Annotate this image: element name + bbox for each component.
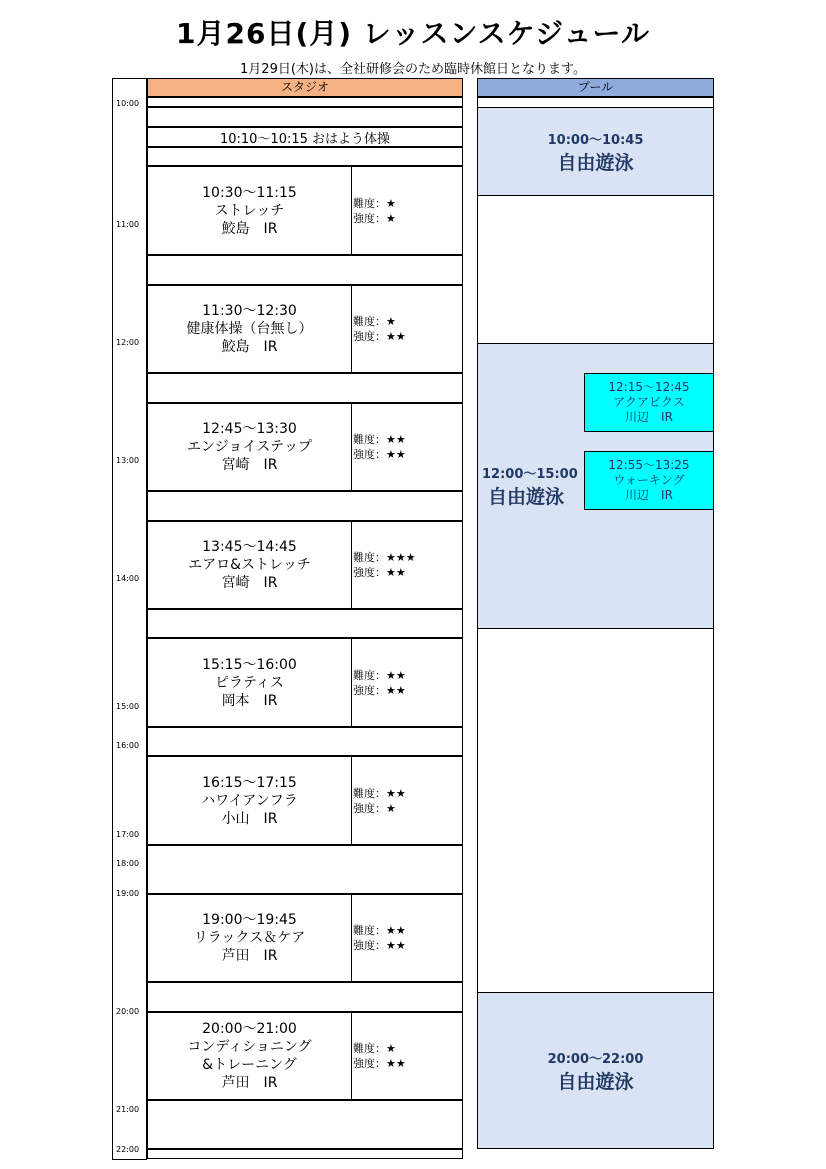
studio-empty-row <box>147 1149 463 1159</box>
studio-empty-row <box>147 255 463 285</box>
lesson-info <box>148 286 352 372</box>
pool-lesson-name: アクアビクス <box>613 395 685 409</box>
lesson-time: 15:15～16:00 <box>202 656 297 673</box>
lesson-instructor: 鮫島 IR <box>221 339 278 355</box>
pool-lesson-instructor: 川辺 IR <box>625 410 673 424</box>
lesson-instructor: 宮崎 IR <box>221 575 278 591</box>
lesson-ratings <box>353 522 462 608</box>
studio-empty-row <box>147 845 463 894</box>
intensity-label: 強度： <box>353 683 386 697</box>
intensity-stars: ★★ <box>386 1057 406 1070</box>
lesson-time: 10:30～11:15 <box>202 184 297 201</box>
page-title: 1月26日(月) レッスンスケジュール <box>176 17 650 50</box>
difficulty-stars: ★★ <box>386 668 406 682</box>
time-label: 20:00 <box>116 1007 140 1016</box>
lesson-row <box>147 521 463 609</box>
pool-lesson-time: 12:15～12:45 <box>608 380 690 394</box>
studio-empty-row <box>147 147 463 166</box>
lesson-row <box>147 1012 463 1100</box>
difficulty-label: 難度： <box>353 433 386 446</box>
studio-empty-row <box>147 373 463 403</box>
intensity-label: 強度： <box>353 801 386 815</box>
lesson-name: ハワイアンフラ <box>201 792 298 809</box>
difficulty-label: 難度： <box>353 786 386 800</box>
lesson-time: 11:30～12:30 <box>202 303 297 319</box>
lesson-ratings <box>353 404 462 490</box>
lesson-time: 16:15～17:15 <box>202 774 297 791</box>
lesson-ratings <box>353 1013 462 1099</box>
time-label: 11:00 <box>116 220 140 229</box>
lesson-info <box>148 404 352 490</box>
intensity-label: 強度： <box>353 330 386 343</box>
time-label: 22:00 <box>116 1145 140 1154</box>
time-label: 18:00 <box>116 859 140 868</box>
free-swim-label: 自由遊泳 <box>488 486 565 508</box>
intensity-stars: ★★ <box>386 448 406 461</box>
time-label: 21:00 <box>116 1105 140 1114</box>
difficulty-stars: ★★ <box>386 924 406 937</box>
intensity-stars: ★ <box>386 211 396 225</box>
lesson-row <box>147 756 463 845</box>
intensity-label: 強度： <box>353 211 386 225</box>
lesson-instructor: 宮崎 IR <box>221 457 278 473</box>
lesson-row <box>147 894 463 982</box>
lesson-ratings <box>353 757 462 844</box>
lesson-time: 19:00～19:45 <box>202 912 297 928</box>
difficulty-stars: ★★★ <box>386 551 416 564</box>
time-label: 12:00 <box>116 338 140 347</box>
intensity-stars: ★★ <box>386 939 406 952</box>
free-swim-block <box>477 992 714 1149</box>
lesson-name: 健康体操（台無し） <box>186 321 313 337</box>
lesson-name-line2: &トレーニング <box>202 1057 297 1073</box>
studio-empty-row <box>147 97 463 107</box>
free-swim-time: 12:00～15:00 <box>482 467 578 482</box>
lesson-name: ストレッチ <box>214 202 285 219</box>
lesson-name: コンディショニング <box>187 1039 312 1055</box>
morning-exercise-row: 10:10～10:15 おはよう体操 <box>147 127 463 147</box>
difficulty-label: 難度： <box>353 668 386 682</box>
time-label: 14:00 <box>116 574 140 583</box>
intensity-stars: ★★ <box>386 683 406 697</box>
time-label: 13:00 <box>116 456 140 465</box>
lesson-time: 13:45～14:45 <box>202 539 297 555</box>
intensity-label: 強度： <box>353 1057 386 1070</box>
studio-empty-row <box>147 609 463 638</box>
pool-lesson-name: ウォーキング <box>613 473 685 487</box>
intensity-stars: ★★ <box>386 330 406 343</box>
lesson-row <box>147 403 463 491</box>
studio-empty-row <box>147 727 463 756</box>
pool-lesson-block <box>584 451 714 510</box>
closure-notice: 1月29日(木)は、全社研修会のため臨時休館日となります。 <box>240 62 586 77</box>
lesson-info <box>148 167 352 254</box>
free-swim-label: 自由遊泳 <box>557 151 634 174</box>
time-label: 10:00 <box>116 99 140 108</box>
intensity-label: 強度： <box>353 566 386 579</box>
lesson-instructor: 鮫島 IR <box>221 220 278 237</box>
pool-lesson-block <box>584 373 714 432</box>
difficulty-stars: ★ <box>386 196 396 210</box>
lesson-info <box>148 522 352 608</box>
lesson-instructor: 岡本 IR <box>221 692 278 709</box>
difficulty-label: 難度： <box>353 924 386 937</box>
lesson-instructor: 芦田 IR <box>221 948 278 964</box>
lesson-ratings <box>353 286 462 372</box>
difficulty-label: 難度： <box>353 1042 386 1055</box>
time-label: 19:00 <box>116 889 140 898</box>
lesson-row <box>147 166 463 255</box>
free-swim-label: 自由遊泳 <box>557 1070 634 1093</box>
lesson-info <box>148 757 352 844</box>
lesson-ratings <box>353 895 462 981</box>
difficulty-stars: ★ <box>386 315 396 328</box>
lesson-time: 12:45～13:30 <box>202 421 297 437</box>
studio-empty-row <box>147 982 463 1012</box>
intensity-label: 強度： <box>353 448 386 461</box>
studio-empty-row <box>147 107 463 127</box>
difficulty-label: 難度： <box>353 551 386 564</box>
lesson-info <box>148 639 352 726</box>
intensity-label: 強度： <box>353 939 386 952</box>
pool-header: プール <box>477 78 714 97</box>
pool-lesson-instructor: 川辺 IR <box>625 488 673 502</box>
lesson-time: 20:00～21:00 <box>202 1021 297 1037</box>
time-column <box>112 78 147 1160</box>
free-swim-time: 10:00～10:45 <box>547 132 644 148</box>
time-label: 15:00 <box>116 702 140 711</box>
time-label: 17:00 <box>116 830 140 839</box>
pool-lesson-time: 12:55～13:25 <box>608 458 690 472</box>
lesson-instructor: 芦田 IR <box>221 1075 278 1091</box>
lesson-instructor: 小山 IR <box>221 810 278 827</box>
studio-empty-row <box>147 1100 463 1149</box>
difficulty-label: 難度： <box>353 196 386 210</box>
free-swim-time: 20:00～22:00 <box>547 1051 644 1067</box>
time-label: 16:00 <box>116 741 140 750</box>
studio-header: スタジオ <box>147 78 463 97</box>
lesson-row <box>147 638 463 727</box>
intensity-stars: ★★ <box>386 566 406 579</box>
difficulty-stars: ★★ <box>386 433 406 446</box>
lesson-name: ピラティス <box>215 674 284 691</box>
lesson-row <box>147 285 463 373</box>
difficulty-label: 難度： <box>353 315 386 328</box>
lesson-name: エンジョイステップ <box>187 439 312 455</box>
intensity-stars: ★ <box>386 801 396 815</box>
lesson-info <box>148 1013 352 1099</box>
difficulty-stars: ★★ <box>386 786 406 800</box>
lesson-ratings <box>353 639 462 726</box>
lesson-ratings <box>353 167 462 254</box>
lesson-name: エアロ&ストレッチ <box>188 557 311 573</box>
free-swim-block <box>477 107 714 196</box>
lesson-name: リラックス＆ケア <box>193 930 306 946</box>
studio-empty-row <box>147 491 463 521</box>
lesson-info <box>148 895 352 981</box>
difficulty-stars: ★ <box>386 1042 396 1055</box>
